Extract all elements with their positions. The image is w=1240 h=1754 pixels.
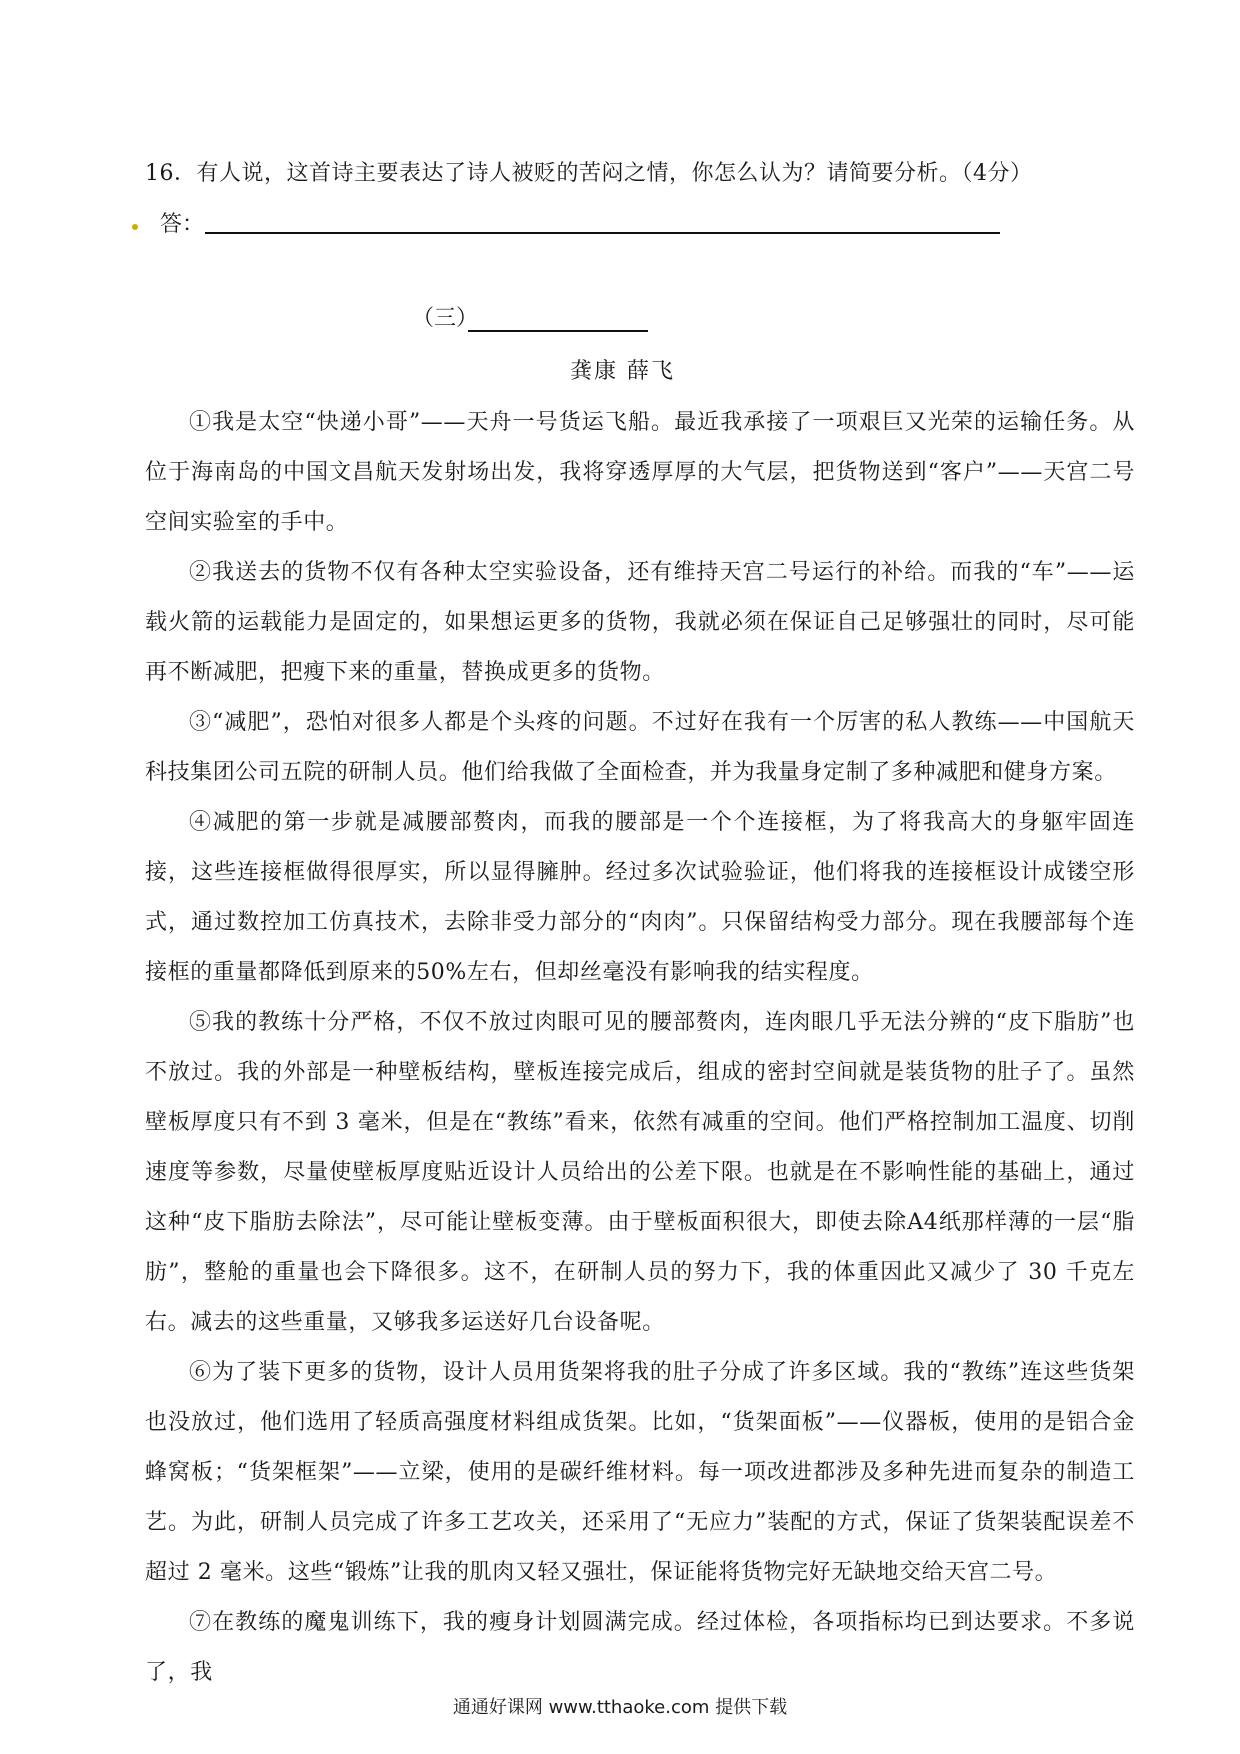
answer-row [160,208,1000,242]
article-authors: 龚康 薛飞 [570,359,675,384]
bullet-dot-icon [132,224,138,230]
answer-blank-line[interactable] [205,232,1000,234]
paragraph-7: ⑦在教练的魔鬼训练下，我的瘦身计划圆满完成。经过体检，各项指标均已到达要求。不多说了，我 [145,1610,1135,1685]
paragraph-6: ⑥为了装下更多的货物，设计人员用货架将我的肚子分成了许多区域。我的“教练”连这些货架也没放过，他们选用了轻质高强度材料组成货架。比如，“货架面板”——仪器板，使用的是铝合金蜂窝板；“货架框架”——立梁，使用的是碳纤维材料。每一项改进都涉及多种先进而复杂的制造工艺。为此，研制人员完成了许多工艺攻关，还采用了“无应力”装配的方式，保证了货架装配误差不超过 2 毫米。这些“锻炼”让我的肌肉又轻又强壮，保证能将货物完好无缺地交给天宫二号。 [145,1360,1135,1585]
page-footer: 通通好课网 www.tthaoke.com 提供下载 [452,1697,788,1718]
paragraph-4: ④减肥的第一步就是减腰部赘肉，而我的腰部是一个个连接框，为了将我高大的身躯牢固连接，这些连接框做得很厚实，所以显得臃肿。经过多次试验验证，他们将我的连接框设计成镂空形式，通过数控加工仿真技术，去除非受力部分的“肉肉”。只保留结构受力部分。现在我腰部每个连接框的重量都降低到原来的50%左右，但却丝毫没有影响我的结实程度。 [145,810,1135,985]
paragraph-1: ①我是太空“快递小哥”——天舟一号货运飞船。最近我承接了一项艰巨又光荣的运输任务。从位于海南岛的中国文昌航天发射场出发，我将穿透厚厚的大气层，把货物送到“客户”——天宫二号空间实验室的手中。 [145,410,1135,535]
paragraph-2: ②我送去的货物不仅有各种太空实验设备，还有维持天宫二号运行的补给。而我的“车”——运载火箭的运载能力是固定的，如果想运更多的货物，我就必须在保证自己足够强壮的同时，尽可能再不断减肥，把瘦下来的重量，替换成更多的货物。 [145,560,1135,685]
paragraph-3: ③“减肥”，恐怕对很多人都是个头疼的问题。不过好在我有一个厉害的私人教练——中国航天科技集团公司五院的研制人员。他们给我做了全面检查，并为我量身定制了多种减肥和健身方案。 [145,710,1135,785]
question-16: 16．有人说，这首诗主要表达了诗人被贬的苦闷之情，你怎么认为？请简要分析。（4分） [145,161,1033,186]
answer-label: 答： [160,212,205,237]
section-heading: （三） [412,306,479,331]
article-body [145,398,1135,1698]
section-title-blank[interactable] [468,330,648,332]
paragraph-5: ⑤我的教练十分严格，不仅不放过肉眼可见的腰部赘肉，连肉眼几乎无法分辨的“皮下脂肪”也不放过。我的外部是一种壁板结构，壁板连接完成后，组成的密封空间就是装货物的肚子了。虽然壁板厚度只有不到 3 毫米，但是在“教练”看来，依然有减重的空间。他们严格控制加工温度、切削速度等参数，尽量使壁板厚度贴近设计人员给出的公差下限。也就是在不影响性能的基础上，通过这种“皮下脂肪去除法”，尽可能让壁板变薄。由于壁板面积很大，即使去除A4纸那样薄的一层“脂肪”，整舱的重量也会下降很多。这不，在研制人员的努力下，我的体重因此又减少了 30 千克左右。减去的这些重量，又够我多运送好几台设备呢。 [145,1010,1135,1335]
